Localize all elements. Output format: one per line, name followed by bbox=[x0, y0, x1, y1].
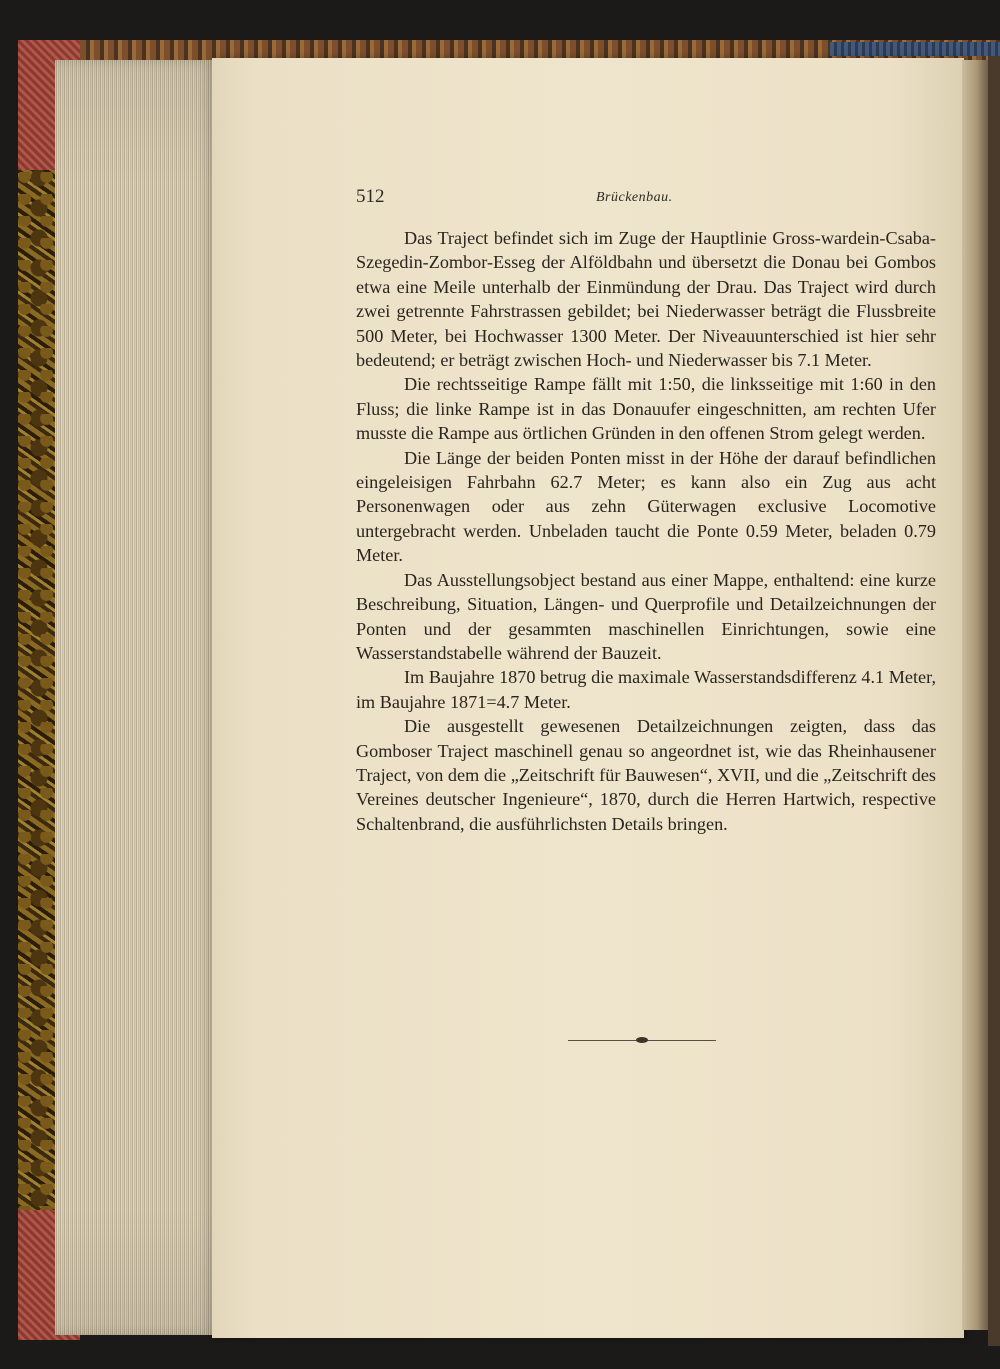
paragraph: Die rechtsseitige Rampe fällt mit 1:50, die linksseitige mit 1:60 in den Fluss; die linke Rampe ist in das Donauufer eingeschnitten, am rechten Ufer musste die Rampe aus örtlichen Gründen in den offenen Strom gelegt werden. bbox=[356, 374, 936, 444]
page-number: 512 bbox=[356, 186, 385, 207]
paragraph: Die Länge der beiden Ponten misst in der Höhe der darauf befindlichen eingeleisigen Fahrbahn 62.7 Meter; es kann also ein Zug aus acht Personenwagen oder aus zehn Güterwagen exclusive Locomotive untergebracht werden. Unbeladen taucht die Ponte 0.59 Meter, beladen 0.79 Meter. bbox=[356, 447, 936, 566]
running-head: Brückenbau. bbox=[596, 190, 673, 205]
ribbon-edge bbox=[830, 42, 1000, 56]
paragraph: Die ausgestellt gewesenen Detailzeichnungen zeigten, dass das Gomboser Traject maschinell genau so angeordnet ist, wie das Rheinhausener Traject, von dem die „Zeitschrift für Bauwesen“, XVII, und die „Zeitschrift des Vereines deutscher Ingenieure“, 1870, durch die Herren Hartwich, respective Schaltenbrand, die ausführlichsten Details bringen. bbox=[356, 716, 936, 834]
paragraph: Im Baujahre 1870 betrug die maximale Wasserstandsdifferenz 4.1 Meter, im Baujahre 1871=4.7 Meter. bbox=[356, 667, 936, 712]
paragraph: Das Traject befindet sich im Zuge der Hauptlinie Gross-wardein-Csaba-Szegedin-Zombor-Esseg der Alföldbahn und übersetzt die Donau bei Gombos etwa eine Meile unterhalb der Einmündung der Drau. Das Traject wird durch zwei getrennte Fahrstrassen gebildet; bei Niederwasser beträgt die Flussbreite 500 Meter, bei Hochwasser 1300 Meter. Der Niveauunterschied ist hier sehr bedeutend; er beträgt zwischen Hoch- und Niederwasser bis 7.1 Meter. bbox=[356, 228, 936, 371]
page-stack-edges bbox=[55, 60, 215, 1335]
body-text bbox=[356, 226, 936, 836]
page-header bbox=[356, 186, 946, 212]
end-ornament-icon bbox=[636, 1037, 648, 1043]
paragraph: Das Ausstellungsobject bestand aus einer Mappe, enthaltend: eine kurze Beschreibung, Situation, Längen- und Querprofile und Detailzeichnungen der Ponten und der gesammten maschinellen Einrichtungen, sowie eine Wasserstandstabelle während der Bauzeit. bbox=[356, 569, 936, 663]
right-cover-edge bbox=[988, 56, 1000, 1346]
